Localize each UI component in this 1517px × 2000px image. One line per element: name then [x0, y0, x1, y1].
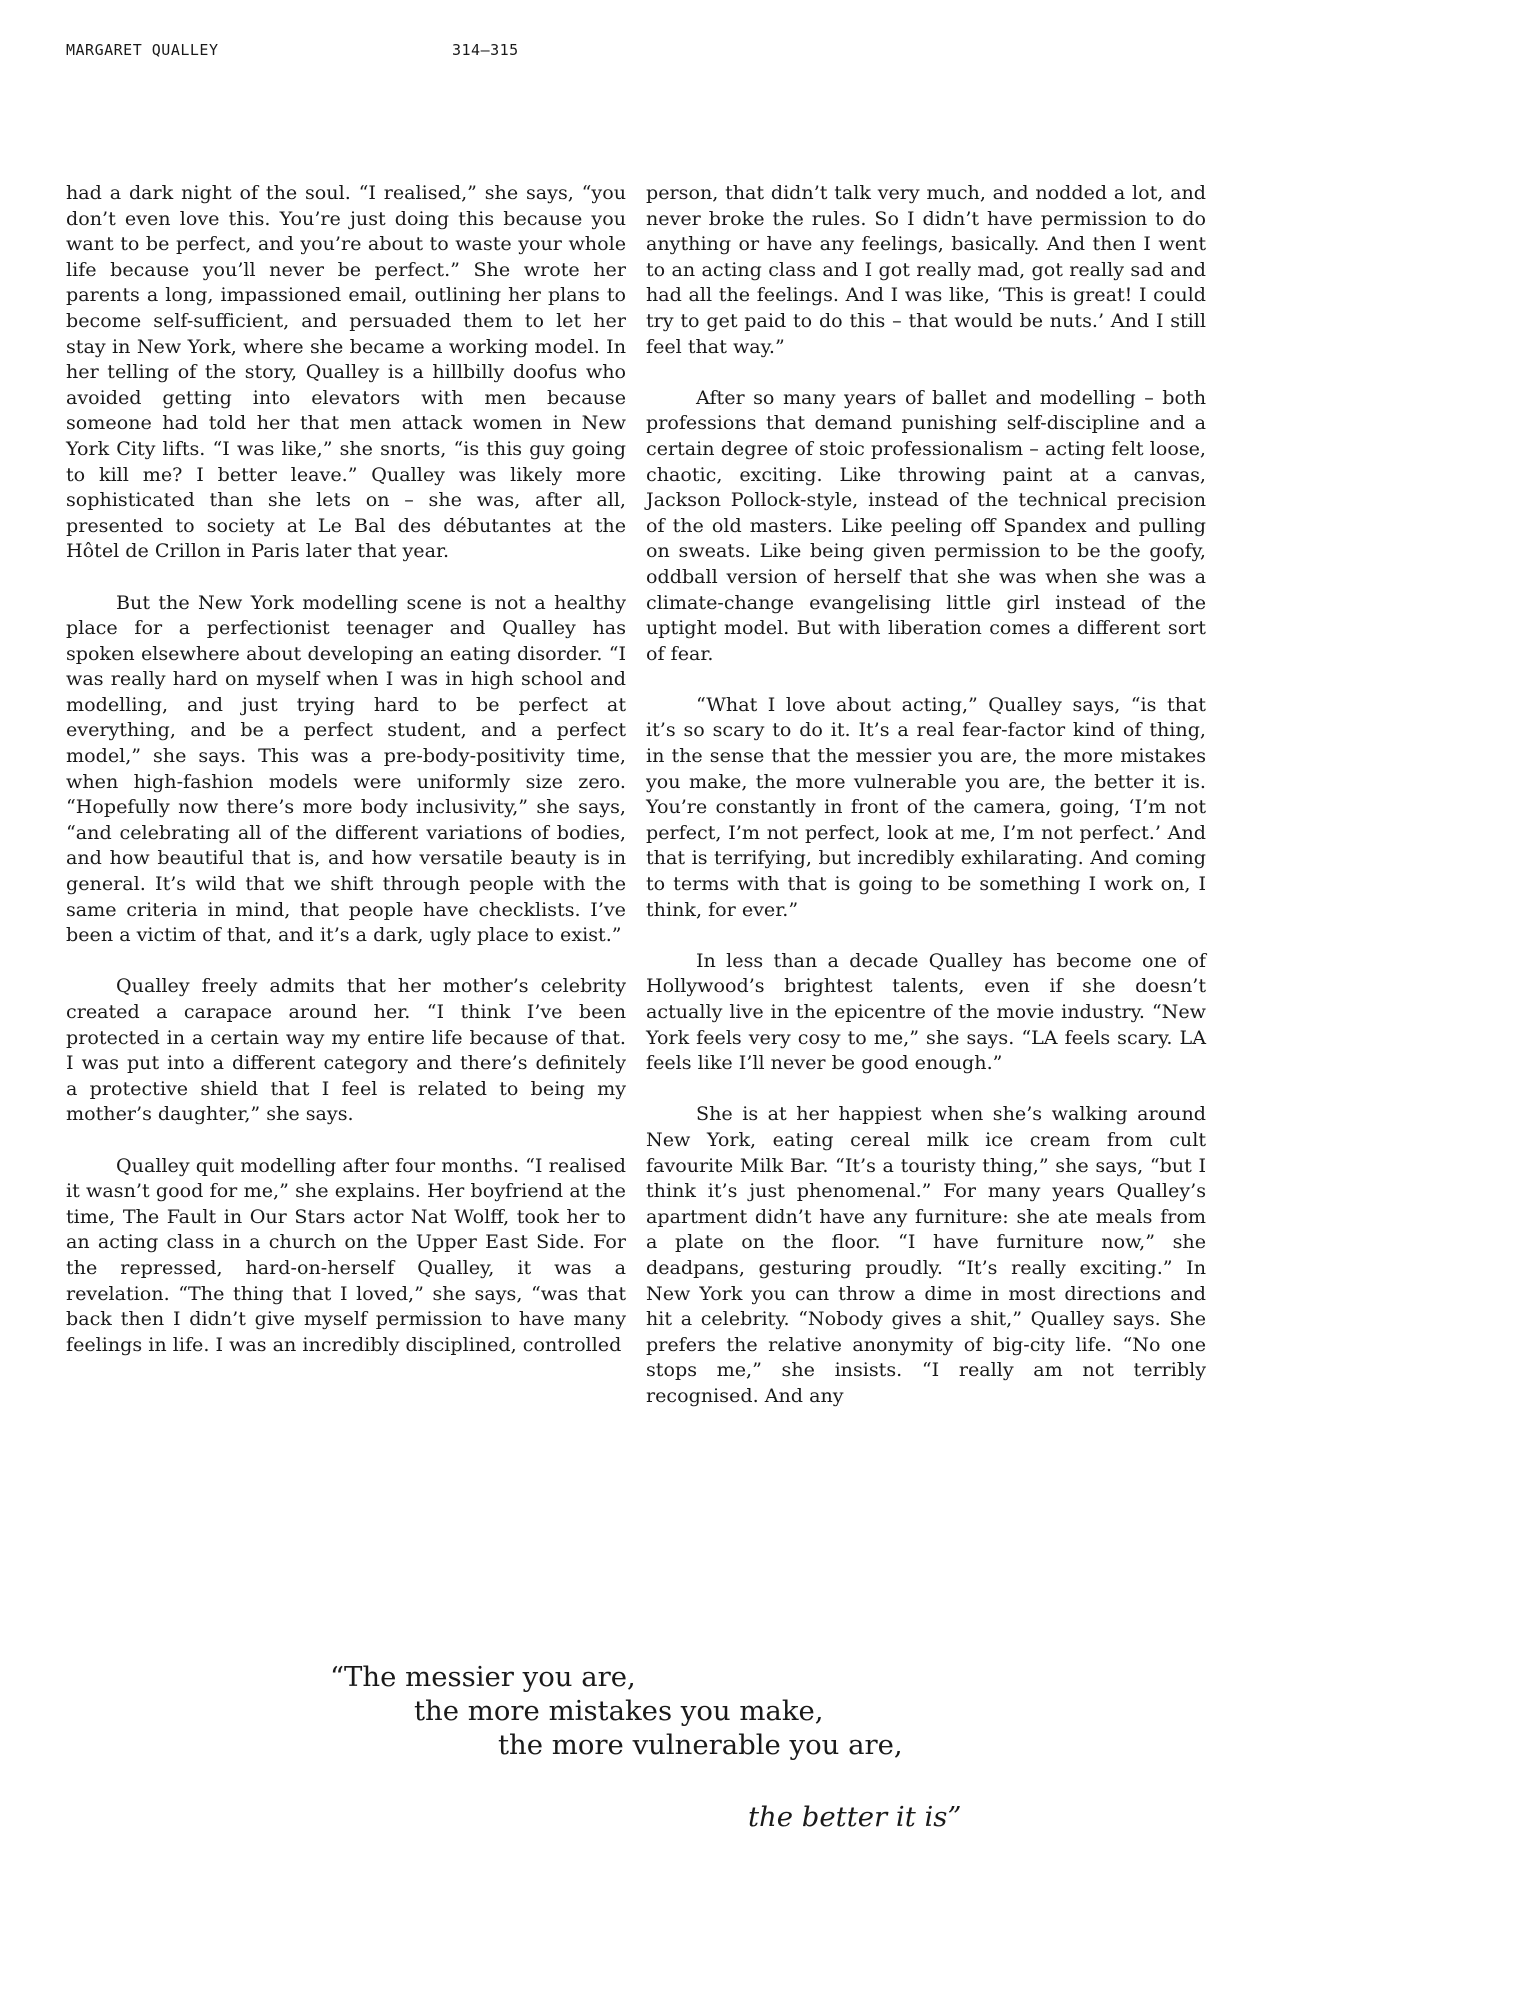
- pull-quote-line: the more mistakes you make,: [414, 1695, 824, 1727]
- section-title: MARGARET QUALLEY: [66, 41, 219, 59]
- article-column-right: [646, 180, 1206, 1434]
- paragraph: She is at her happiest when she’s walking around New York, eating cereal milk ice cream from cult favourite Milk Bar. “It’s a touristy thing,” she says, “but I think it’s just phenomenal.” For many years Qualley’s apartment didn’t have any furniture: she ate meals from a plate on the floor. “I have furniture now,” she deadpans, gesturing proudly. “It’s really exciting.” In New York you can throw a dime in most directions and hit a celebrity. “Nobody gives a shit,” Qualley says. She prefers the relative anonymity of big-city life. “No one stops me,” she insists. “I really am not terribly recognised. And any: [646, 1102, 1206, 1407]
- pull-quote-line: “The messier you are,: [330, 1661, 636, 1693]
- paragraph: Qualley quit modelling after four months. “I realised it wasn’t good for me,” she explains. Her boyfriend at the time, The Fault in Our Stars actor Nat Wolff, took her to an acting class in a church on the Upper East Side. For the repressed, hard-on-herself Qualley, it was a revelation. “The thing that I loved,” she says, “was that back then I didn’t give myself permission to have many feelings in life. I was an incredibly disciplined, controlled: [66, 1153, 626, 1356]
- paragraph: had a dark night of the soul. “I realised,” she says, “you don’t even love this. You’re just doing this because you want to be perfect, and you’re about to waste your whole life because you’ll never be perfect.” She wrote her parents a long, impassioned email, outlining her plans to become self-sufficient, and persuaded them to let her stay in New York, where she became a working model. In her telling of the story, Qualley is a hillbilly doofus who avoided getting into elevators with men because someone had told her that men attack women in New York City lifts. “I was like,” she snorts, “is this guy going to kill me? I better leave.” Qualley was likely more sophisticated than she lets on – she was, after all, presented to society at Le Bal des débutantes at the Hôtel de Crillon in Paris later that year.: [66, 181, 626, 563]
- pull-quote: [330, 1660, 1130, 1834]
- paragraph: “What I love about acting,” Qualley says, “is that it’s so scary to do it. It’s a real fear-factor kind of thing, in the sense that the messier you are, the more mistakes you make, the more vulnerable you are, the better it is. You’re constantly in front of the camera, going, ‘I’m not perfect, I’m not perfect, look at me, I’m not perfect.’ And that is terrifying, but incredibly exhilarating. And coming to terms with that is going to be something I work on, I think, for ever.”: [646, 692, 1206, 921]
- paragraph: In less than a decade Qualley has become one of Hollywood’s brightest talents, even if she doesn’t actually live in the epicentre of the movie industry. “New York feels very cosy to me,” she says. “LA feels scary. LA feels like I’ll never be good enough.”: [646, 948, 1206, 1075]
- paragraph: person, that didn’t talk very much, and nodded a lot, and never broke the rules. So I didn’t have permission to do anything or have any feelings, basically. And then I went to an acting class and I got really mad, got really sad and had all the feelings. And I was like, ‘This is great! I could try to get paid to do this – that would be nuts.’ And I still feel that way.”: [646, 181, 1206, 358]
- page-numbers: 314—315: [452, 41, 519, 59]
- pull-quote-line: the more vulnerable you are,: [498, 1729, 903, 1761]
- pull-quote-emphasis: the better it is”: [748, 1801, 962, 1833]
- paragraph: But the New York modelling scene is not a healthy place for a perfectionist teenager and Qualley has spoken elsewhere about developing an eating disorder. “I was really hard on myself when I was in high school and modelling, and just trying hard to be perfect at everything, and be a perfect student, and a perfect model,” she says. This was a pre-body-positivity time, when high-fashion models were uniformly size zero. “Hopefully now there’s more body inclusivity,” she says, “and celebrating all of the different variations of bodies, and how beautiful that is, and how versatile beauty is in general. It’s wild that we shift through people with the same criteria in mind, that people have checklists. I’ve been a victim of that, and it’s a dark, ugly place to exist.”: [66, 590, 626, 947]
- running-header: [66, 41, 519, 59]
- article-column-left: [66, 180, 626, 1383]
- paragraph: After so many years of ballet and modelling – both professions that demand punishing self-discipline and a certain degree of stoic professionalism – acting felt loose, chaotic, exciting. Like throwing paint at a canvas, Jackson Pollock-style, instead of the technical precision of the old masters. Like peeling off Spandex and pulling on sweats. Like being given permission to be the goofy, oddball version of herself that she was when she was a climate-change evangelising little girl instead of the uptight model. But with liberation comes a different sort of fear.: [646, 385, 1206, 665]
- paragraph: Qualley freely admits that her mother’s celebrity created a carapace around her. “I think I’ve been protected in a certain way my entire life because of that. I was put into a different category and there’s definitely a protective shield that I feel is related to being my mother’s daughter,” she says.: [66, 974, 626, 1126]
